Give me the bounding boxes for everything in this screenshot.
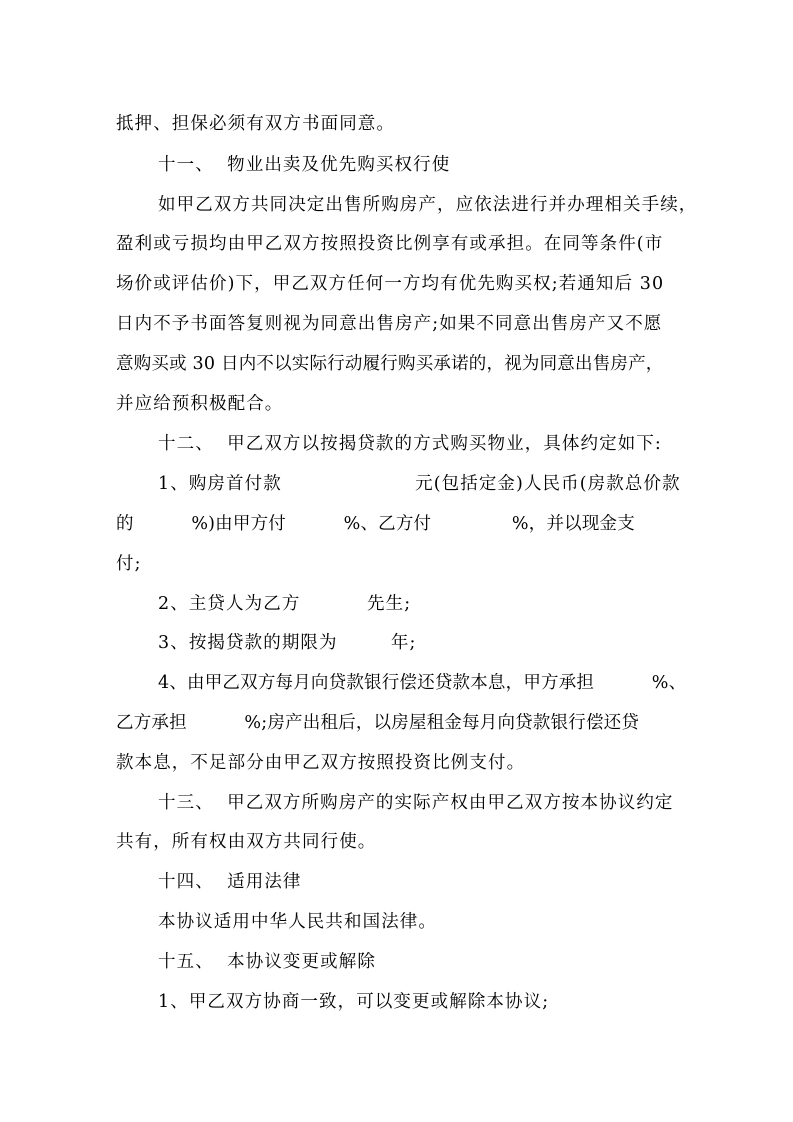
text-line: 的 %)由甲方付 %、乙方付 %，并以现金支 [116, 514, 635, 534]
section-heading-11: 十一、 物业出卖及优先购买权行使 [158, 155, 451, 175]
text-line: 并应给预积极配合。 [116, 394, 284, 414]
text-line: 意购买或 30 日内不以实际行动履行购买承诺的，视为同意出售房产， [116, 354, 664, 374]
text-line: 1、甲乙双方协商一致，可以变更或解除本协议; [158, 992, 550, 1012]
text-line: 乙方承担 %;房产出租后，以房屋租金每月向贷款银行偿还贷 [116, 713, 640, 733]
text-line: 共有，所有权由双方共同行使。 [116, 832, 377, 852]
text-line: 2、主贷人为乙方 先生; [158, 594, 412, 614]
text-line: 款本息，不足部分由甲乙双方按照投资比例支付。 [116, 753, 526, 773]
section-heading-12: 十二、 甲乙双方以按揭贷款的方式购买物业，具体约定如下: [158, 434, 662, 454]
text-line: 场价或评估价)下，甲乙双方任何一方均有优先购买权;若通知后 30 [116, 274, 665, 294]
text-line: 如甲乙双方共同决定出售所购房产，应依法进行并办理相关手续， [158, 195, 698, 215]
text-line: 1、购房首付款 元(包括定金)人民币(房款总价款 [158, 474, 681, 494]
text-line: 4、由甲乙双方每月向贷款银行偿还贷款本息，甲方承担 %、 [158, 673, 687, 693]
text-line: 3、按揭贷款的期限为 年; [158, 633, 417, 653]
section-heading-13: 十三、 甲乙双方所购房产的实际产权由甲乙双方按本协议约定 [158, 793, 674, 813]
section-heading-14: 十四、 适用法律 [158, 872, 302, 892]
section-heading-15: 十五、 本协议变更或解除 [158, 952, 376, 972]
text-line: 付; [116, 554, 142, 574]
text-line: 本协议适用中华人民共和国法律。 [158, 912, 437, 932]
text-line: 盈利或亏损均由甲乙双方按照投资比例享有或承担。在同等条件(市 [116, 234, 664, 254]
text-line: 日内不予书面答复则视为同意出售房产;如果不同意出售房产又不愿 [116, 314, 663, 334]
text-line: 抵押、担保必须有双方书面同意。 [116, 114, 395, 134]
